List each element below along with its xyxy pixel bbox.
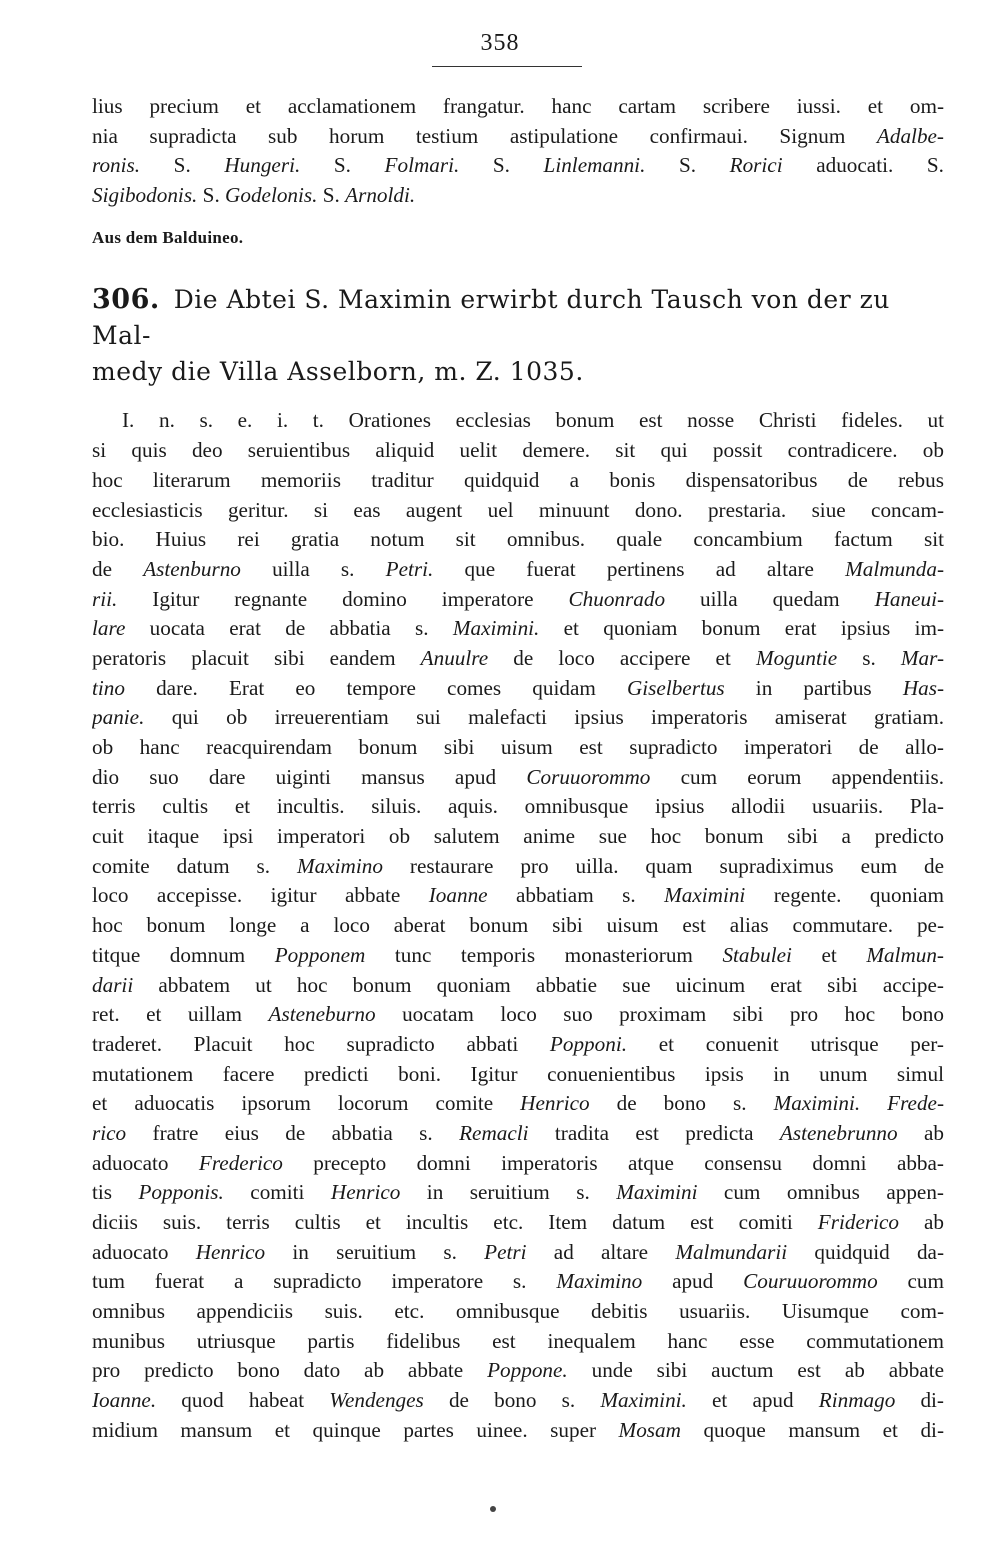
text-run: aduocato [92,1150,199,1175]
text-run: s. [837,645,901,670]
italic-name: rico [92,1120,127,1145]
text-line [92,971,944,1001]
text-line [92,555,944,585]
text-run: tis [92,1180,139,1205]
italic-name: darii [92,972,134,997]
text-line [92,585,944,615]
text-line [92,763,944,793]
italic-name: Maximini [664,883,746,908]
italic-name: Petri [484,1239,527,1264]
text-run: hoc bonum longe a loco aberat bonum sibi uisum est alias commutare. pe- [92,913,944,938]
text-run: precepto domni imperatoris atque consensu domni abba- [282,1150,944,1175]
text-run: dare. Erat eo tempore comes quidam [124,675,627,700]
text-run: quoque mansum et di- [680,1417,944,1442]
italic-name: Sigibodonis. [92,183,198,208]
text-line [92,1416,944,1446]
italic-name: Malmun- [866,942,944,967]
italic-name: Maximini [616,1180,698,1205]
italic-name: Astenburno [143,556,241,581]
italic-name: Godelonis. [225,183,318,208]
text-run: munibus utriusque partis fidelibus est inequalem hanc esse commutationem [92,1328,944,1353]
italic-name: Ioanne [428,883,488,908]
text-line [92,1297,944,1327]
italic-name: Asteneburno [268,1002,376,1027]
italic-name: Malmunda- [845,556,944,581]
italic-name: panie. [92,705,145,730]
text-line [92,733,944,763]
italic-name: Hungeri. [224,153,301,178]
italic-name: Maximini. [600,1388,687,1413]
italic-name: Giselbertus [626,675,725,700]
italic-name: Haneui- [874,586,944,611]
italic-name: tino [92,675,125,700]
text-run: tunc temporis monasteriorum [365,942,723,967]
italic-name: Malmundarii [675,1239,788,1264]
text-run: apud [642,1269,744,1294]
text-run: uocata erat de abbatia s. [125,616,453,641]
text-run: quidquid da- [787,1239,944,1264]
text-run: Igitur regnante domino imperatore [117,586,569,611]
text-run: et aduocatis ipsorum locorum comite [92,1091,521,1116]
text-line [92,1267,944,1297]
text-run: de [92,556,144,581]
text-run: uilla quedam [665,586,875,611]
italic-name: Astenebrunno [779,1120,898,1145]
text-line [92,792,944,822]
charter-number: 306. [92,284,160,316]
italic-name: Adalbe- [876,123,944,148]
text-line [92,525,944,555]
heading-line-1 [92,282,944,354]
italic-name: Popponem [274,942,366,967]
text-run: cuit itaque ipsi imperatori ob salutem anime sue hoc bonum sibi a predicto [92,824,944,849]
text-line [92,1208,944,1238]
text-line [92,436,944,466]
text-line [92,1238,944,1268]
text-run: mutationem facere predicti boni. Igitur conuenientibus ipsis in unum simul [92,1061,944,1086]
italic-name: Wendenges [329,1388,424,1413]
text-line [92,1356,944,1386]
text-line [92,1030,944,1060]
text-run: bio. Huius rei gratia notum sit omnibus. quale concambium factum sit [92,527,944,552]
page-number: 358 [480,30,520,56]
italic-name: Henrico [520,1091,590,1116]
text-run: cum eorum appendentiis. [650,764,944,789]
text-run: uilla s. [240,556,386,581]
continuation-paragraph [92,92,944,211]
italic-name: Moguntie [755,645,838,670]
italic-name: ronis. [92,153,141,178]
text-run: unde sibi auctum est ab abbate [567,1358,944,1383]
text-run: ad altare [526,1239,676,1264]
ink-dot [490,1506,496,1512]
text-run: ab [899,1210,944,1235]
italic-name: Maximini. [773,1091,861,1116]
text-run: si quis deo seruientibus aliquid uelit demere. sit qui possit contradicere. ob [92,438,944,463]
italic-name: Maximino [297,853,383,878]
heading-line-2: medy die Villa Asselborn, m. Z. 1035. [92,357,584,387]
text-run: et conuenit utrisque per- [627,1031,944,1056]
text-line [92,941,944,971]
text-run: qui ob irreuerentiam sui malefacti ipsius imperatoris amiserat gratiam. [144,705,944,730]
text-line [92,1060,944,1090]
text-run: diciis suis. terris cultis et incultis etc. Item datum est comiti [92,1210,818,1235]
italic-name: rii. [92,586,118,611]
text-line [92,1000,944,1030]
page-number-rule [432,66,582,67]
italic-name: Frederico [198,1150,283,1175]
italic-name: Henrico [330,1180,401,1205]
text-line [92,1119,944,1149]
text-run: ab [897,1120,944,1145]
text-line [92,122,944,152]
text-line [92,911,944,941]
italic-name: Maximini. [452,616,540,641]
text-line [92,406,944,436]
text-run: omnibus appendiciis suis. etc. omnibusque debitis usuariis. Uisumque com- [92,1299,944,1324]
italic-name: Ioanne. [92,1388,157,1413]
heading-title-1: Die Abtei S. Maximin erwirbt durch Tausch von der zu Mal- [92,285,890,351]
text-run: hoc literarum memoriis traditur quidquid a bonis dispensatoribus de rebus [92,467,944,492]
text-run: pro predicto bono dato ab abbate [92,1358,488,1383]
text-line [92,1149,944,1179]
text-run: ret. et uillam [92,1002,269,1027]
text-run: peratoris placuit sibi eandem [92,645,421,670]
text-run: S. [300,153,385,178]
document-body [92,92,944,1446]
italic-name: Popponi. [549,1031,628,1056]
text-line [92,92,944,122]
text-run: de loco accipere et [488,645,756,670]
text-line [92,1386,944,1416]
text-line [92,644,944,674]
italic-name: Popponis. [138,1180,224,1205]
text-run: midium mansum et quinque partes uinee. super [92,1417,619,1442]
text-line [92,881,944,911]
italic-name: Has- [902,675,944,700]
text-run: dio suo dare uiginti mansus apud [92,764,527,789]
text-line [92,703,944,733]
charter-heading [92,282,944,390]
italic-name: Henrico [195,1239,266,1264]
source-note: Aus dem Balduineo. [92,227,244,247]
text-run: quod habeat [156,1388,330,1413]
text-line [92,674,944,704]
italic-name: Mar- [900,645,944,670]
text-run: tradita est predicta [528,1120,780,1145]
text-run: S. [140,153,225,178]
text-run: et [791,942,867,967]
text-run: in seruitium s. [265,1239,485,1264]
text-run: aduocati. S. [782,153,944,178]
text-line [92,614,944,644]
text-run: loco accepisse. igitur abbate [92,883,429,908]
italic-name: Maximino [556,1269,643,1294]
italic-name: Poppone. [487,1358,568,1383]
text-line [92,852,944,882]
text-line [92,496,944,526]
text-run: S. [197,183,226,208]
text-run: de bono s. [589,1091,774,1116]
text-line [92,1178,944,1208]
text-run: traderet. Placuit hoc supradicto abbati [92,1031,550,1056]
italic-name: Mosam [618,1417,681,1442]
text-line [92,181,944,211]
italic-name: Remacli [459,1120,529,1145]
text-run: et quoniam bonum erat ipsius im- [539,616,944,641]
italic-name: Couruuorommo [743,1269,878,1294]
text-run: aduocato [92,1239,196,1264]
text-run: comiti [223,1180,331,1205]
italic-name: Chuonrado [568,586,666,611]
text-run: regente. quoniam [745,883,944,908]
italic-name: Folmari. [384,153,460,178]
text-run: S. [459,153,544,178]
text-line [92,1089,944,1119]
italic-name: Coruuorommo [526,764,651,789]
text-run: comite datum s. [92,853,298,878]
text-run: uocatam loco suo proximam sibi pro hoc bono [375,1002,944,1027]
italic-name: Frede- [887,1091,944,1116]
text-run: cum omnibus appen- [697,1180,944,1205]
text-run [860,1091,887,1115]
text-run: I. n. s. e. i. t. Orationes ecclesias bonum est nosse Christi fideles. ut [122,408,944,433]
italic-name: Friderico [817,1210,899,1235]
text-run: ob hanc reacquirendam bonum sibi uisum est supradicto imperatori de allo- [92,735,944,760]
text-line [92,822,944,852]
text-run: tum fuerat a supradicto imperatore s. [92,1269,557,1294]
text-run: fratre eius de abbatia s. [126,1120,460,1145]
text-run: terris cultis et incultis. siluis. aquis. omnibusque ipsius allodii usuariis. Pla- [92,794,944,819]
italic-name: Arnoldi. [345,183,416,208]
italic-name: Rinmago [818,1388,896,1413]
text-run: lius precium et acclamationem frangatur. hanc cartam scribere iussi. et om- [92,94,944,118]
text-run: abbatiam s. [487,883,665,908]
text-run: S. [645,153,730,178]
italic-name: Linlemanni. [543,153,646,178]
text-run: abbatem ut hoc bonum quoniam abbatie sue uicinum erat sibi accipe- [133,972,944,997]
text-run: cum [877,1269,944,1294]
text-run: et apud [686,1388,819,1413]
text-run: que fuerat pertinens ad altare [433,556,846,581]
text-run: titque domnum [92,942,275,967]
text-run: nia supradicta sub horum testium astipulatione confirmaui. Signum [92,123,877,148]
text-run: restaurare pro uilla. quam supradiximus eum de [382,853,944,878]
charter-text [92,406,944,1445]
text-line [92,1327,944,1357]
text-run: de bono s. [423,1388,601,1413]
italic-name: Rorici [729,153,783,178]
text-run: in seruitium s. [400,1180,617,1205]
italic-name: Petri. [385,556,434,581]
text-run: in partibus [724,675,903,700]
text-line [92,466,944,496]
text-run: di- [895,1388,944,1413]
italic-name: Anuulre [420,645,489,670]
text-run: S. [317,183,346,208]
italic-name: lare [92,616,126,641]
text-line [92,151,944,181]
text-run: ecclesiasticis geritur. si eas augent uel minuunt dono. prestaria. siue concam- [92,497,944,522]
italic-name: Stabulei [722,942,792,967]
